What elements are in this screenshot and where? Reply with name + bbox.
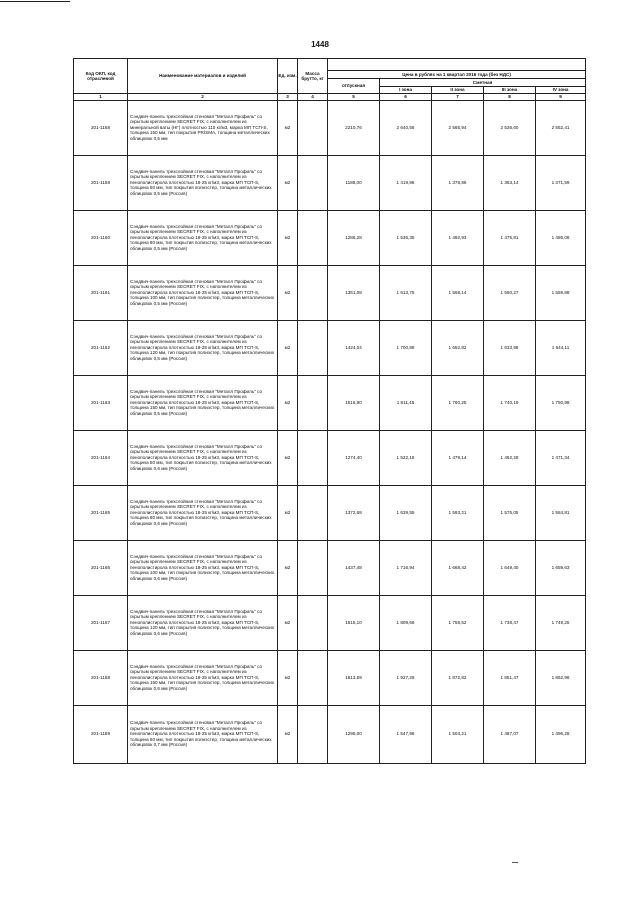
unit-cell: м2 <box>278 375 298 430</box>
zone-2-price-cell: 1 872,82 <box>432 650 484 705</box>
col-number: 4 <box>298 94 328 101</box>
zone-3-price-cell: 1 363,14 <box>484 155 536 210</box>
unit-cell: м2 <box>278 705 298 763</box>
unit-cell: м2 <box>278 320 298 375</box>
header-code: Код ОКП, код отраслевой <box>74 59 128 94</box>
col-number: 8 <box>484 94 536 101</box>
page-number: 1448 <box>311 40 329 49</box>
zone-3-price-cell: 1 487,07 <box>484 705 536 763</box>
zone-2-price-cell: 1 668,42 <box>432 540 484 595</box>
header-zone-2: II зона <box>432 87 484 94</box>
zone-1-price-cell: 1 716,94 <box>380 540 432 595</box>
code-cell: 201-1169 <box>74 705 128 763</box>
col-number: 2 <box>128 94 278 101</box>
release-price-cell: 1515,10 <box>328 595 380 650</box>
mass-cell <box>298 265 328 320</box>
release-price-cell: 1516,90 <box>328 375 380 430</box>
code-cell: 201-1158 <box>74 100 128 155</box>
zone-3-price-cell: 1 633,98 <box>484 320 536 375</box>
name-cell: Сэндвич-панель трехслойная стеновая "Металл Профиль" со скрытым креплением SECRET FIX, с наполнителем из пенополистирола плотностью 18-25 кг/м3, марка МП ТСП-S, толщина 50 мм, тип покрытия полиэстер, толщина металлических облицовок 0,5 мм (Россия) <box>128 155 278 210</box>
table-row <box>74 595 586 650</box>
code-cell: 201-1161 <box>74 265 128 320</box>
zone-3-price-cell: 1 740,19 <box>484 375 536 430</box>
code-cell: 201-1159 <box>74 155 128 210</box>
zone-3-price-cell: 1 851,47 <box>484 650 536 705</box>
table-row <box>74 265 586 320</box>
mass-cell <box>298 540 328 595</box>
name-cell: Сэндвич-панель трехслойная стеновая "Металл Профиль" со скрытым креплением SECRET FIX, с наполнителем из пенополистирола плотностью 18-25 кг/м3, марка МП ТСП-S, толщина 50 мм, тип покрытия полиэстер, толщина металлических облицовок 0,6 мм (Россия) <box>128 430 278 485</box>
table-row <box>74 650 586 705</box>
zone-4-price-cell: 1 750,98 <box>536 375 586 430</box>
zone-4-price-cell: 1 496,28 <box>536 705 586 763</box>
zone-2-price-cell: 1 378,86 <box>432 155 484 210</box>
header-price-title: Цена в рублях на 1 квартал 2016 года (без НДС) <box>328 71 586 79</box>
unit-cell: м2 <box>278 540 298 595</box>
zone-1-price-cell: 1 809,66 <box>380 595 432 650</box>
zone-2-price-cell: 1 479,14 <box>432 430 484 485</box>
code-cell: 201-1163 <box>74 375 128 430</box>
code-cell: 201-1165 <box>74 485 128 540</box>
col-number: 7 <box>432 94 484 101</box>
zone-4-price-cell: 2 552,41 <box>536 100 586 155</box>
zone-2-price-cell: 1 504,21 <box>432 705 484 763</box>
table-row <box>74 375 586 430</box>
mass-cell <box>298 485 328 540</box>
zone-2-price-cell: 1 758,52 <box>432 595 484 650</box>
zone-4-price-cell: 1 659,63 <box>536 540 586 595</box>
zone-2-price-cell: 2 565,94 <box>432 100 484 155</box>
name-cell: Сэндвич-панель трехслойная стеновая "Металл Профиль" со скрытым креплением SECRET FIX, с наполнителем из пенополистирола плотностью 18-25 кг/м3, марка МП ТСП-S, толщина 100 мм, тип покрытия полиэстер, толщина металлических облицовок 0,5 мм (Россия) <box>128 265 278 320</box>
mass-cell <box>298 155 328 210</box>
zone-1-price-cell: 1 639,55 <box>380 485 432 540</box>
release-price-cell: 1296,00 <box>328 705 380 763</box>
release-price-cell: 1372,68 <box>328 485 380 540</box>
zone-4-price-cell: 1 749,25 <box>536 595 586 650</box>
table-row <box>74 430 586 485</box>
price-table <box>73 58 586 764</box>
zone-1-price-cell: 1 536,35 <box>380 210 432 265</box>
code-cell: 201-1160 <box>74 210 128 265</box>
mass-cell <box>298 595 328 650</box>
zone-4-price-cell: 1 471,34 <box>536 430 586 485</box>
zone-1-price-cell: 1 522,16 <box>380 430 432 485</box>
col-number: 5 <box>328 94 380 101</box>
name-cell: Сэндвич-панель трехслойная стеновая "Металл Профиль" со скрытым креплением SECRET FIX, с наполнителем из пенополистирола плотностью 18-25 кг/м3, марка МП ТСП-S, толщина 50 мм, тип покрытия полиэстер, толщина металлических облицовок 0,7 мм (Россия) <box>128 705 278 763</box>
name-cell: Сэндвич-панель трехслойная стеновая "Металл Профиль" со скрытым креплением SECRET FIX, с наполнителем из пенополистирола плотностью 18-25 кг/м3, марка МП ТСП-S, толщина 80 мм, тип покрытия полиэстер, толщина металлических облицовок 0,6 мм (Россия) <box>128 485 278 540</box>
footer-mark <box>512 862 518 863</box>
zone-2-price-cell: 1 760,25 <box>432 375 484 430</box>
header-unit: Ед. изм. <box>278 59 298 94</box>
unit-cell: м2 <box>278 485 298 540</box>
release-price-cell: 1274,40 <box>328 430 380 485</box>
name-cell: Сэндвич-панель трехслойная стеновая "Металл Профиль" со скрытым креплением SECRET FIX, с наполнителем из минеральной ваты (НГ) плотностью 110 кг/м3, марка МП ТСП-S, толщина 150 мм, тип покрытия PRISMA, толщина металлических облицовок 0,5 мм <box>128 100 278 155</box>
header-name: Наименование материалов и изделий <box>128 59 278 94</box>
zone-2-price-cell: 1 593,21 <box>432 485 484 540</box>
mass-cell <box>298 375 328 430</box>
col-number: 6 <box>380 94 432 101</box>
zone-3-price-cell: 2 536,60 <box>484 100 536 155</box>
release-price-cell: 2210,76 <box>328 100 380 155</box>
zone-4-price-cell: 1 371,59 <box>536 155 586 210</box>
name-cell: Сэндвич-панель трехслойная стеновая "Металл Профиль" со скрытым креплением SECRET FIX, с наполнителем из пенополистирола плотностью 18-25 кг/м3, марка МП ТСП-S, толщина 80 мм, тип покрытия полиэстер, толщина металлических облицовок 0,5 мм (Россия) <box>128 210 278 265</box>
zone-1-price-cell: 1 811,45 <box>380 375 432 430</box>
zone-3-price-cell: 1 475,91 <box>484 210 536 265</box>
unit-cell: м2 <box>278 430 298 485</box>
release-price-cell: 1351,08 <box>328 265 380 320</box>
zone-1-price-cell: 1 700,89 <box>380 320 432 375</box>
table-row <box>74 210 586 265</box>
zone-3-price-cell: 1 550,27 <box>484 265 536 320</box>
table-row <box>74 100 586 155</box>
unit-cell: м2 <box>278 100 298 155</box>
header-price-group <box>328 59 586 71</box>
unit-cell: м2 <box>278 210 298 265</box>
header-mass: Масса брутто, кг <box>298 59 328 94</box>
unit-cell: м2 <box>278 650 298 705</box>
table-row <box>74 485 586 540</box>
header-release: отпускная <box>328 79 380 94</box>
name-cell: Сэндвич-панель трехслойная стеновая "Металл Профиль" со скрытым креплением SECRET FIX, с наполнителем из пенополистирола плотностью 18-25 кг/м3, марка МП ТСП-S, толщина 100 мм, тип покрытия полиэстер, толщина металлических облицовок 0,6 мм (Россия) <box>128 540 278 595</box>
table-row <box>74 320 586 375</box>
unit-cell: м2 <box>278 265 298 320</box>
zone-1-price-cell: 2 640,56 <box>380 100 432 155</box>
zone-4-price-cell: 1 862,96 <box>536 650 586 705</box>
table-row <box>74 540 586 595</box>
release-price-cell: 1613,59 <box>328 650 380 705</box>
release-price-cell: 1188,00 <box>328 155 380 210</box>
mass-cell <box>298 430 328 485</box>
zone-4-price-cell: 1 559,88 <box>536 265 586 320</box>
col-number: 1 <box>74 94 128 101</box>
mass-cell <box>298 100 328 155</box>
code-cell: 201-1167 <box>74 595 128 650</box>
name-cell: Сэндвич-панель трехслойная стеновая "Металл Профиль" со скрытым креплением SECRET FIX, с наполнителем из пенополистирола плотностью 18-25 кг/м3, марка МП ТСП-S, толщина 120 мм, тип покрытия полиэстер, толщина металлических облицовок 0,5 мм (Россия) <box>128 320 278 375</box>
col-number: 9 <box>536 94 586 101</box>
zone-1-price-cell: 1 613,75 <box>380 265 432 320</box>
code-cell: 201-1162 <box>74 320 128 375</box>
mass-cell <box>298 705 328 763</box>
table-row <box>74 155 586 210</box>
table-row <box>74 705 586 763</box>
zone-2-price-cell: 1 492,93 <box>432 210 484 265</box>
mass-cell <box>298 210 328 265</box>
code-cell: 201-1168 <box>74 650 128 705</box>
zone-4-price-cell: 1 485,06 <box>536 210 586 265</box>
zone-1-price-cell: 1 547,96 <box>380 705 432 763</box>
col-number: 3 <box>278 94 298 101</box>
release-price-cell: 1437,48 <box>328 540 380 595</box>
zone-2-price-cell: 1 568,14 <box>432 265 484 320</box>
mass-cell <box>298 320 328 375</box>
header-zone-3: III зона <box>484 87 536 94</box>
zone-3-price-cell: 1 738,47 <box>484 595 536 650</box>
unit-cell: м2 <box>278 595 298 650</box>
name-cell: Сэндвич-панель трехслойная стеновая "Металл Профиль" со скрытым креплением SECRET FIX, с наполнителем из пенополистирола плотностью 18-25 кг/м3, марка МП ТСП-S, толщина 120 мм, тип покрытия полиэстер, толщина металлических облицовок 0,6 мм (Россия) <box>128 595 278 650</box>
header-estimate: Сметная <box>380 79 586 87</box>
unit-cell: м2 <box>278 155 298 210</box>
name-cell: Сэндвич-панель трехслойная стеновая "Металл Профиль" со скрытым креплением SECRET FIX, с наполнителем из пенополистирола плотностью 18-25 кг/м3, марка МП ТСП-S, толщина 150 мм, тип покрытия полиэстер, толщина металлических облицовок 0,5 мм (Россия) <box>128 375 278 430</box>
zone-4-price-cell: 1 584,81 <box>536 485 586 540</box>
zone-1-price-cell: 1 419,96 <box>380 155 432 210</box>
header-zone-4: IV зона <box>536 87 586 94</box>
zone-2-price-cell: 1 652,82 <box>432 320 484 375</box>
zone-1-price-cell: 1 927,29 <box>380 650 432 705</box>
top-rule <box>0 1 70 2</box>
zone-4-price-cell: 1 644,11 <box>536 320 586 375</box>
release-price-cell: 1286,28 <box>328 210 380 265</box>
mass-cell <box>298 650 328 705</box>
zone-3-price-cell: 1 649,40 <box>484 540 536 595</box>
name-cell: Сэндвич-панель трехслойная стеновая "Металл Профиль" со скрытым креплением SECRET FIX, с наполнителем из пенополистирола плотностью 18-25 кг/м3, марка МП ТСП-S, толщина 150 мм, тип покрытия полиэстер, толщина металлических облицовок 0,6 мм (Россия) <box>128 650 278 705</box>
zone-3-price-cell: 1 462,28 <box>484 430 536 485</box>
code-cell: 201-1166 <box>74 540 128 595</box>
release-price-cell: 1424,04 <box>328 320 380 375</box>
header-zone-1: I зона <box>380 87 432 94</box>
zone-3-price-cell: 1 575,05 <box>484 485 536 540</box>
code-cell: 201-1164 <box>74 430 128 485</box>
